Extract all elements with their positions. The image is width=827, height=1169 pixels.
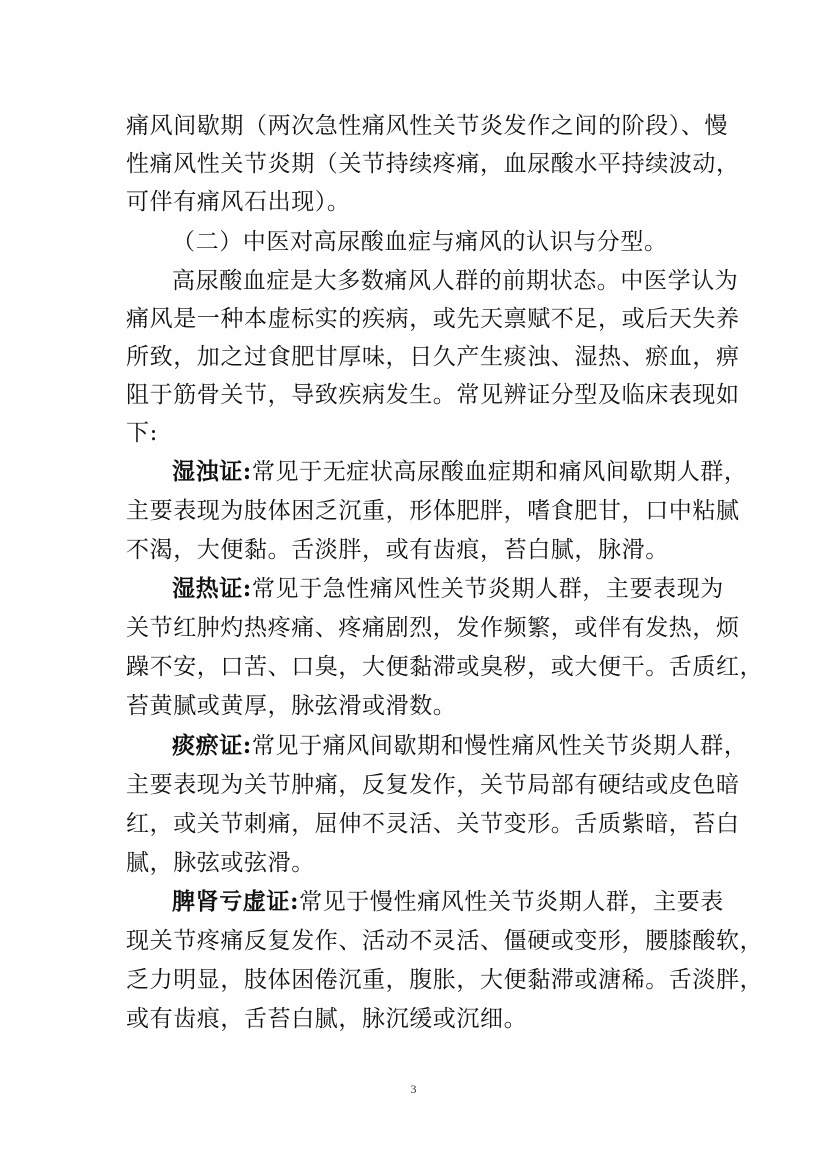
text-line: 现关节疼痛反复发作、活动不灵活、僵硬或变形，腰膝酸软， bbox=[126, 928, 764, 954]
text-line: 可伴有痛风石出现）。 bbox=[126, 189, 351, 215]
syndrome-term: 痰瘀证: bbox=[172, 732, 252, 759]
syndrome-term: 脾肾亏虚证: bbox=[172, 888, 300, 915]
syndrome-text: 常见于无症状高尿酸血症期和痛风间歇期人群， bbox=[251, 459, 748, 485]
syndrome-line bbox=[172, 574, 724, 604]
syndrome-line bbox=[172, 887, 724, 917]
syndrome-text: 常见于慢性痛风性关节炎期人群，主要表 bbox=[299, 889, 724, 915]
text-line: 苔黄腻或黄厚，脉弦滑或滑数。 bbox=[126, 693, 457, 719]
text-line: 躁不安，口苦、口臭，大便黏滞或臭秽，或大便干。舌质红， bbox=[126, 654, 764, 680]
syndrome-text: 常见于痛风间歇期和慢性痛风性关节炎期人群， bbox=[251, 733, 748, 759]
syndrome-line bbox=[172, 731, 748, 761]
text-line: 腻，脉弦或弦滑。 bbox=[126, 850, 315, 876]
text-line: 主要表现为关节肿痛，反复发作，关节局部有硬结或皮色暗 bbox=[126, 772, 740, 798]
text-line: 性痛风性关节炎期（关节持续疼痛，血尿酸水平持续波动， bbox=[126, 151, 740, 177]
text-line: 不渴，大便黏。舌淡胖，或有齿痕，苔白腻，脉滑。 bbox=[126, 537, 669, 563]
text-line: 下: bbox=[126, 420, 158, 446]
syndrome-term: 湿浊证: bbox=[172, 458, 252, 485]
text-line: 或有齿痕，舌苔白腻，脉沉缓或沉细。 bbox=[126, 1006, 528, 1032]
text-line: 关节红肿灼热疼痛、疼痛剧烈，发作频繁，或伴有发热，烦 bbox=[126, 615, 740, 641]
text-line: 红，或关节刺痛，屈伸不灵活、关节变形。舌质紫暗，苔白 bbox=[126, 811, 740, 837]
page-number: 3 bbox=[410, 1082, 417, 1096]
syndrome-text: 常见于急性痛风性关节炎期人群，主要表现为 bbox=[251, 576, 724, 602]
syndrome-line bbox=[172, 457, 748, 487]
section-heading: （二）中医对高尿酸血症与痛风的认识与分型。 bbox=[172, 229, 668, 255]
text-line: 乏力明显，肢体困倦沉重，腹胀，大便黏滞或溏稀。舌淡胖， bbox=[126, 967, 764, 993]
text-line: 高尿酸血症是大多数痛风人群的前期状态。中医学认为 bbox=[172, 268, 739, 294]
syndrome-term: 湿热证: bbox=[172, 575, 252, 602]
text-line: 所致，加之过食肥甘厚味，日久产生痰浊、湿热、瘀血，痹 bbox=[126, 344, 740, 370]
text-line: 主要表现为肢体困乏沉重，形体肥胖，嗜食肥甘，口中粘腻 bbox=[126, 498, 740, 524]
text-line: 痛风间歇期（两次急性痛风性关节炎发作之间的阶段）、慢 bbox=[126, 113, 729, 139]
text-line: 阻于筋骨关节，导致疾病发生。常见辨证分型及临床表现如 bbox=[126, 382, 740, 408]
text-line: 痛风是一种本虚标实的疾病，或先天禀赋不足，或后天失养 bbox=[126, 306, 740, 332]
